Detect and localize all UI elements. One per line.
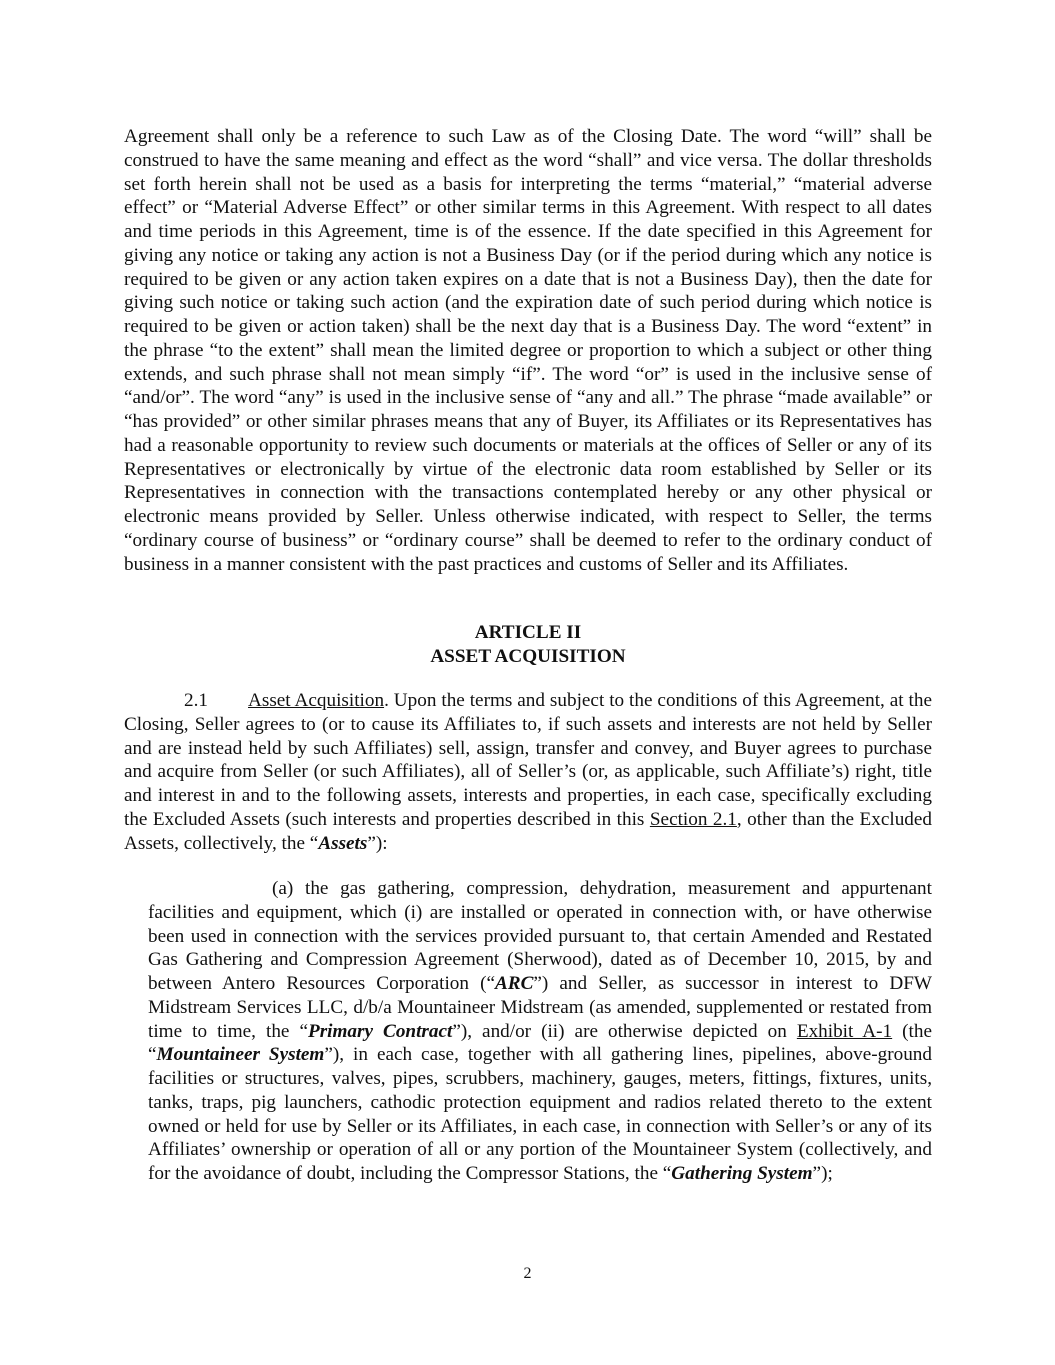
clause-text: ”); <box>812 1163 833 1184</box>
section-number: 2.1 <box>184 690 208 711</box>
page-number: 2 <box>523 1265 532 1282</box>
defined-term-assets: Assets <box>318 832 368 854</box>
section-cross-reference: Section 2.1 <box>649 808 737 830</box>
clause-label: (a) <box>272 878 294 899</box>
definitions-paragraph: Agreement shall only be a reference to such Law as of the Closing Date. The word “will” shall be construed to have the same meaning and effect as the word “shall” and vice versa. The dollar thresholds set forth herein shall not be used as a basis for interpreting the terms “material,” “material adverse effect” or “Material Adverse Effect” or other similar terms in this Agreement. With respect to all dates and time periods in this Agreement, time is of the essence. If the date specified in this Agreement for giving any notice or taking any action is not a Business Day (or if the period during which any notice is required to be given or any action taken expires on a date that is not a Business Day), then the date for giving such notice or taking such action (and the expiration date of such period during which notice is required to be given or action taken) shall be the next day that is a Business Day. The word “extent” in the phrase “to the extent” shall mean the limited degree or proportion to which a subject or other thing extends, and such phrase shall not mean simply “if”. The word “or” is used in the inclusive sense of “and/or”. The word “any” is used in the inclusive sense of “any and all.” The phrase “made available” or “has provided” or other similar phrases means that any of Buyer, its Affiliates or its Representatives has had a reasonable opportunity to review such documents or materials at the offices of Seller or any of its Representatives or electronically by virtue of the electronic data room established by Seller or its Representatives in connection with the transactions contemplated hereby or any other physical or electronic means provided by Seller. Unless otherwise indicated, with respect to Seller, the terms “ordinary course of business” or “ordinary course” shall be deemed to refer to the ordinary conduct of business in a manner consistent with the past practices and customs of Seller and its Affiliates. <box>124 126 932 575</box>
article-number: ARTICLE II <box>474 622 582 643</box>
exhibit-reference: Exhibit A-1 <box>796 1020 893 1042</box>
clause-a-paragraph <box>148 877 932 1186</box>
defined-term-arc: ARC <box>495 973 534 994</box>
clause-text: ”), and/or (ii) are otherwise depicted on <box>452 1020 797 1042</box>
section-text: . Upon the terms and subject to the conditions of this Agreement, at the Closing, Seller agrees to (or to cause its Affiliates to, if such assets and interests are not held by Seller and are instead held by such Affiliates) sell, assign, transfer and convey, and Buyer agrees to purchase and acquire from Seller (or such Affiliates), all of Seller’s (or, as applicable, such Affiliate’s) right, title and interest in and to the following assets, interests and properties, in each case, specifically excluding the Excluded Assets (such interests and properties described in this <box>124 690 933 830</box>
clause-text: ”), in each case, together with all gathering lines, pipelines, above-ground facilities or structures, valves, pipes, scrubbers, machinery, gauges, meters, fittings, fixtures, units, tanks, traps, pig launchers, cathodic protection equipment and radios related thereto to the extent owned or held for use by Seller or its Affiliates, in each case, in connection with Seller’s or any of its Affiliates’ ownership or operation of all or any portion of the Mountaineer System (collectively, and for the avoidance of doubt, including the Compressor Stations, the “ <box>148 1044 932 1184</box>
defined-term-primary-contract: Primary Contract <box>307 1020 453 1042</box>
clause-text: the gas gathering, compression, dehydration, measurement and appurtenant facilities and equipment, which (i) are installed or operated in connection with, or have otherwise been used in connection with the services provided pursuant to, that certain Amended and Restated Gas Gathering and Compression Agreement (Sherwood), dated as of December 10, 2015, by and between Antero Resources Corporation (“ <box>148 878 932 994</box>
section-text: , other than the Excluded Assets, collectively, the “ <box>124 808 932 854</box>
section-heading: Asset Acquisition <box>248 690 385 711</box>
defined-term-mountaineer-system: Mountaineer System <box>156 1044 325 1066</box>
clause-text: ”) and Seller, as successor in interest to DFW Midstream Services LLC, d/b/a Mountaineer Midstream (as amended, supplemented or restated from time to time, the “ <box>148 973 932 1042</box>
clause-text: (the “ <box>148 1020 932 1066</box>
article-title: ASSET ACQUISITION <box>430 646 626 667</box>
section-text: ”): <box>367 832 388 854</box>
defined-term-gathering-system: Gathering System <box>671 1163 813 1184</box>
section-2-1-paragraph <box>124 689 932 855</box>
